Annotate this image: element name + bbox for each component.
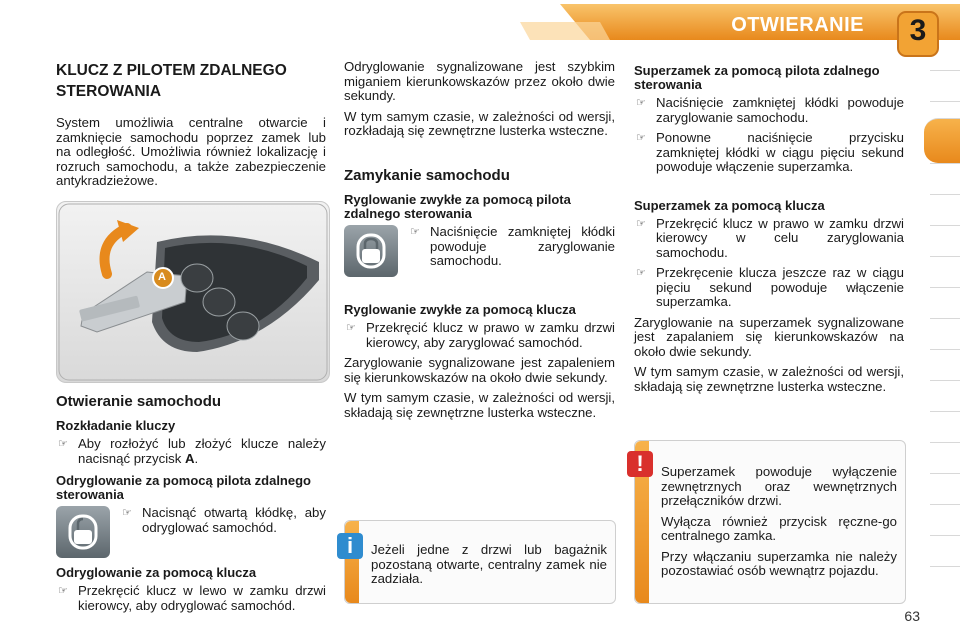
page-number: 63 <box>904 608 920 624</box>
side-tab[interactable] <box>930 287 960 316</box>
list-item: ☞ Przekręcenie klucza jeszcze raz w ciągu pięciu sekund powoduje włączenie superzamka. <box>636 265 904 309</box>
chapter-number: 3 <box>909 14 927 47</box>
pointing-hand-icon: ☞ <box>636 97 646 109</box>
side-tab[interactable] <box>930 504 960 533</box>
lock-signal-text: Zaryglowanie sygnalizowane jest zapaleniem się kierunkowskazów na około dwie sekundy. <box>344 355 615 385</box>
pointing-hand-icon: ☞ <box>410 226 420 238</box>
subtitle-remote-superlock: Superzamek za pomocą pilota zdalnego sterowania <box>634 63 880 92</box>
side-tab[interactable] <box>930 225 960 254</box>
list-item: ☞ Przekręcić klucz w prawo w zamku drzwi kierowcy, aby zaryglować samochód. <box>346 320 615 350</box>
unlock-signal-text: Odryglowanie sygnalizowane jest szybkim miganiem kierunkowskazów przez około dwie sekundy. <box>344 59 615 103</box>
key-icon <box>57 202 329 382</box>
side-tab[interactable] <box>930 442 960 471</box>
list-item: ☞ Przekręcić klucz w lewo w zamku drzwi kierowcy, aby odryglować samochód. <box>58 583 326 613</box>
pointing-hand-icon: ☞ <box>58 585 68 597</box>
key-button-a-label: A <box>158 270 166 283</box>
warning-note: ! Superzamek powoduje wyłączenie zewnętrznych oraz wewnętrznych przełączników drzwi. Wyłącza również przycisk ręczne-go centralnego zamka. Przy włączaniu superzamka nie należy pozostawiać osób wewnątrz pojazdu. <box>634 440 906 604</box>
superlock-mirror-text: W tym samym czasie, w zależności od wersji, składają się zewnętrzne lusterka wsteczne. <box>634 364 904 394</box>
side-tab-active[interactable] <box>924 118 960 163</box>
pointing-hand-icon: ☞ <box>636 132 646 144</box>
remote-unlock-row <box>56 506 326 558</box>
side-tab[interactable] <box>930 163 960 192</box>
side-tab[interactable] <box>930 380 960 409</box>
superlock-signal-text: Zaryglowanie na superzamek sygnalizowane jest zapalaniem się kierunkowskazów na około dwie sekundy. <box>634 314 904 359</box>
right-column <box>634 60 904 400</box>
section-title-unlocking: Otwieranie samochodu <box>56 392 222 410</box>
side-tab[interactable] <box>930 473 960 502</box>
remote-lock-row <box>344 225 615 277</box>
mirror-fold-text: W tym samym czasie, w zależności od wersji, składają się zewnętrzne lusterka wsteczne. <box>344 390 615 420</box>
subtitle-unfold: Rozkładanie kluczy <box>56 418 176 433</box>
pointing-hand-icon: ☞ <box>122 507 132 519</box>
mirror-unfold-text: W tym samym czasie, w zależności od wersji, rozkładają się zewnętrzne lusterka wsteczne. <box>344 108 615 138</box>
list-item: ☞ Przekręcić klucz w prawo w zamku drzwi kierowcy w celu zaryglowania samochodu. <box>636 215 904 260</box>
side-tab[interactable] <box>930 70 960 99</box>
subtitle-remote-lock: Ryglowanie zwykłe za pomocą pilota zdalnego sterowania <box>344 192 571 221</box>
side-tab[interactable] <box>930 566 960 595</box>
section-title-locking: Zamykanie samochodu <box>344 166 510 184</box>
list-item: ☞ Ponowne naciśnięcie przycisku zamkniętej kłódki w ciągu pięciu sekund powoduje włączenie superzamka. <box>636 130 904 174</box>
side-tab[interactable] <box>930 318 960 347</box>
middle-column <box>344 60 615 426</box>
chapter-title: OTWIERANIE <box>731 14 864 36</box>
info-note: i Jeżeli jedne z drzwi lub bagażnik pozostaną otwarte, centralny zamek nie zadziała. <box>344 520 616 604</box>
pointing-hand-icon: ☞ <box>58 438 68 450</box>
subtitle-remote-unlock: Odryglowanie za pomocą pilota zdalnego sterowania <box>56 473 311 502</box>
section-title-remote-key: KLUCZ Z PILOTEM ZDALNEGO STEROWANIA <box>56 62 287 100</box>
list-item: ☞ Naciśnięcie zamkniętej kłódki powoduje zaryglowanie samochodu. <box>636 95 904 125</box>
subtitle-key-unlock: Odryglowanie za pomocą klucza <box>56 565 257 580</box>
side-tab[interactable] <box>930 349 960 378</box>
intro-text: System umożliwia centralne otwarcie i zamknięcie samochodu poprzez zamek lub na odległość. Umożliwia również lokalizację i rozruch samochodu, a także zabezpieczenie antykradzieżowe. <box>56 115 326 188</box>
left-column <box>56 60 326 619</box>
subtitle-key-lock: Ryglowanie zwykłe za pomocą klucza <box>344 302 576 317</box>
list-item: ☞ Aby rozłożyć lub złożyć klucze należy nacisnąć przycisk A. <box>58 436 326 466</box>
pointing-hand-icon: ☞ <box>636 217 646 230</box>
info-icon: i <box>337 533 363 559</box>
lock-icon <box>344 225 398 277</box>
side-tab[interactable] <box>930 194 960 223</box>
side-tab[interactable] <box>930 256 960 285</box>
side-tab[interactable] <box>930 411 960 440</box>
key-illustration <box>56 201 330 383</box>
list-item: ☞ Nacisnąć otwartą kłódkę, aby odryglować samochód. <box>122 505 326 535</box>
warning-icon: ! <box>627 451 653 477</box>
pointing-hand-icon: ☞ <box>636 267 646 279</box>
unlock-icon <box>56 506 110 558</box>
list-item: ☞ Naciśnięcie zamkniętej kłódki powoduje zaryglowanie samochodu. <box>410 224 615 268</box>
pointing-hand-icon: ☞ <box>346 322 356 334</box>
side-tab[interactable] <box>930 535 960 564</box>
subtitle-key-superlock: Superzamek za pomocą klucza <box>634 197 825 213</box>
